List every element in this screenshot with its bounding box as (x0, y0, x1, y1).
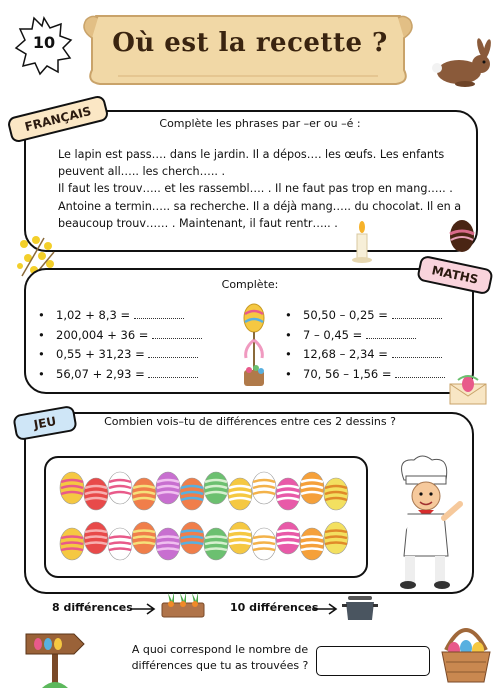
easter-egg (132, 522, 156, 554)
math-problem: • 56,07 + 2,93 = (38, 365, 202, 385)
signpost-icon (22, 622, 88, 688)
easter-egg (180, 522, 204, 554)
chocolate-egg-icon (448, 218, 476, 254)
carrots-icon (160, 589, 206, 619)
easter-egg (324, 478, 348, 510)
francais-line: Il faut les trouv….. et les rassembl…. . Il ne faut pas trop en mang….. . (58, 182, 453, 196)
final-question: A quoi correspond le nombre de différences que tu as trouvées ? (131, 643, 309, 672)
envelope-icon (448, 374, 488, 406)
basket-icon (436, 616, 496, 686)
math-problem: • 12,68 – 2,34 = (285, 345, 445, 365)
maths-tag: MATHS (416, 255, 494, 296)
francais-tag: FRANÇAIS (6, 94, 109, 143)
answer-blank[interactable] (152, 328, 202, 339)
answer-blank[interactable] (392, 347, 442, 358)
pot-icon (342, 592, 378, 622)
easter-egg (300, 472, 324, 504)
egg-tree-icon (238, 300, 270, 390)
easter-egg (108, 528, 132, 560)
easter-egg (300, 528, 324, 560)
chef-icon (384, 452, 466, 590)
answer-blank[interactable] (392, 308, 442, 319)
spot-the-difference-box (44, 456, 368, 578)
answer-input-box[interactable] (316, 646, 430, 676)
easter-egg (252, 528, 276, 560)
maths-instruction: Complète: (221, 278, 279, 291)
easter-egg (324, 522, 348, 554)
answer-blank[interactable] (366, 328, 416, 339)
choice-10-differences: 10 différences (230, 601, 319, 614)
easter-egg (252, 472, 276, 504)
math-problem: • 200,004 + 36 = (38, 326, 202, 346)
francais-line: peuvent all….. les cherch….. . (58, 165, 226, 179)
math-problem: • 0,55 + 31,23 = (38, 345, 202, 365)
page-title: Où est la recette ? (112, 28, 388, 58)
easter-egg (84, 478, 108, 510)
easter-egg (156, 472, 180, 504)
math-problem: • 7 – 0,45 = (285, 326, 445, 346)
easter-egg (204, 528, 228, 560)
rabbit-icon (425, 38, 495, 94)
jeu-instruction: Combien vois–tu de différences entre ces 2 dessins ? (104, 415, 396, 428)
maths-subtractions-list (285, 306, 445, 384)
choice-8-differences: 8 différences (52, 601, 133, 614)
answer-blank[interactable] (148, 367, 198, 378)
candle-icon (350, 220, 374, 264)
jeu-tag: JEU (12, 405, 78, 441)
francais-line: Le lapin est pass…. dans le jardin. Il a dépos…. les œufs. Les enfants (58, 148, 445, 161)
easter-egg (60, 528, 84, 560)
answer-blank[interactable] (395, 367, 445, 378)
easter-egg (132, 478, 156, 510)
francais-line: beaucoup trouv…… . Maintenant, il faut rentr….. . (58, 216, 338, 230)
maths-additions-list (38, 306, 202, 384)
arrow-right-icon (129, 602, 157, 616)
math-problem: • 50,50 – 0,25 = (285, 306, 445, 326)
arrow-right-icon (311, 602, 339, 616)
math-problem: • 1,02 + 8,3 = (38, 306, 202, 326)
easter-egg (108, 472, 132, 504)
easter-egg (276, 522, 300, 554)
easter-eggs-drawings (46, 458, 366, 576)
easter-egg (228, 522, 252, 554)
answer-blank[interactable] (134, 308, 184, 319)
francais-line: Antoine a termin….. sa recherche. Il a déjà mang….. du chocolat. Il en a (58, 199, 462, 213)
easter-egg (276, 478, 300, 510)
francais-exercise-text (58, 146, 462, 232)
math-problem: • 70, 56 – 1,56 = (285, 365, 445, 385)
easter-egg (156, 528, 180, 560)
easter-egg (180, 478, 204, 510)
easter-egg (204, 472, 228, 504)
answer-blank[interactable] (148, 347, 198, 358)
francais-instruction: Complète les phrases par –er ou –é : (159, 117, 361, 130)
easter-egg (60, 472, 84, 504)
page-number: 10 (32, 33, 56, 52)
easter-egg (228, 478, 252, 510)
easter-egg (84, 522, 108, 554)
